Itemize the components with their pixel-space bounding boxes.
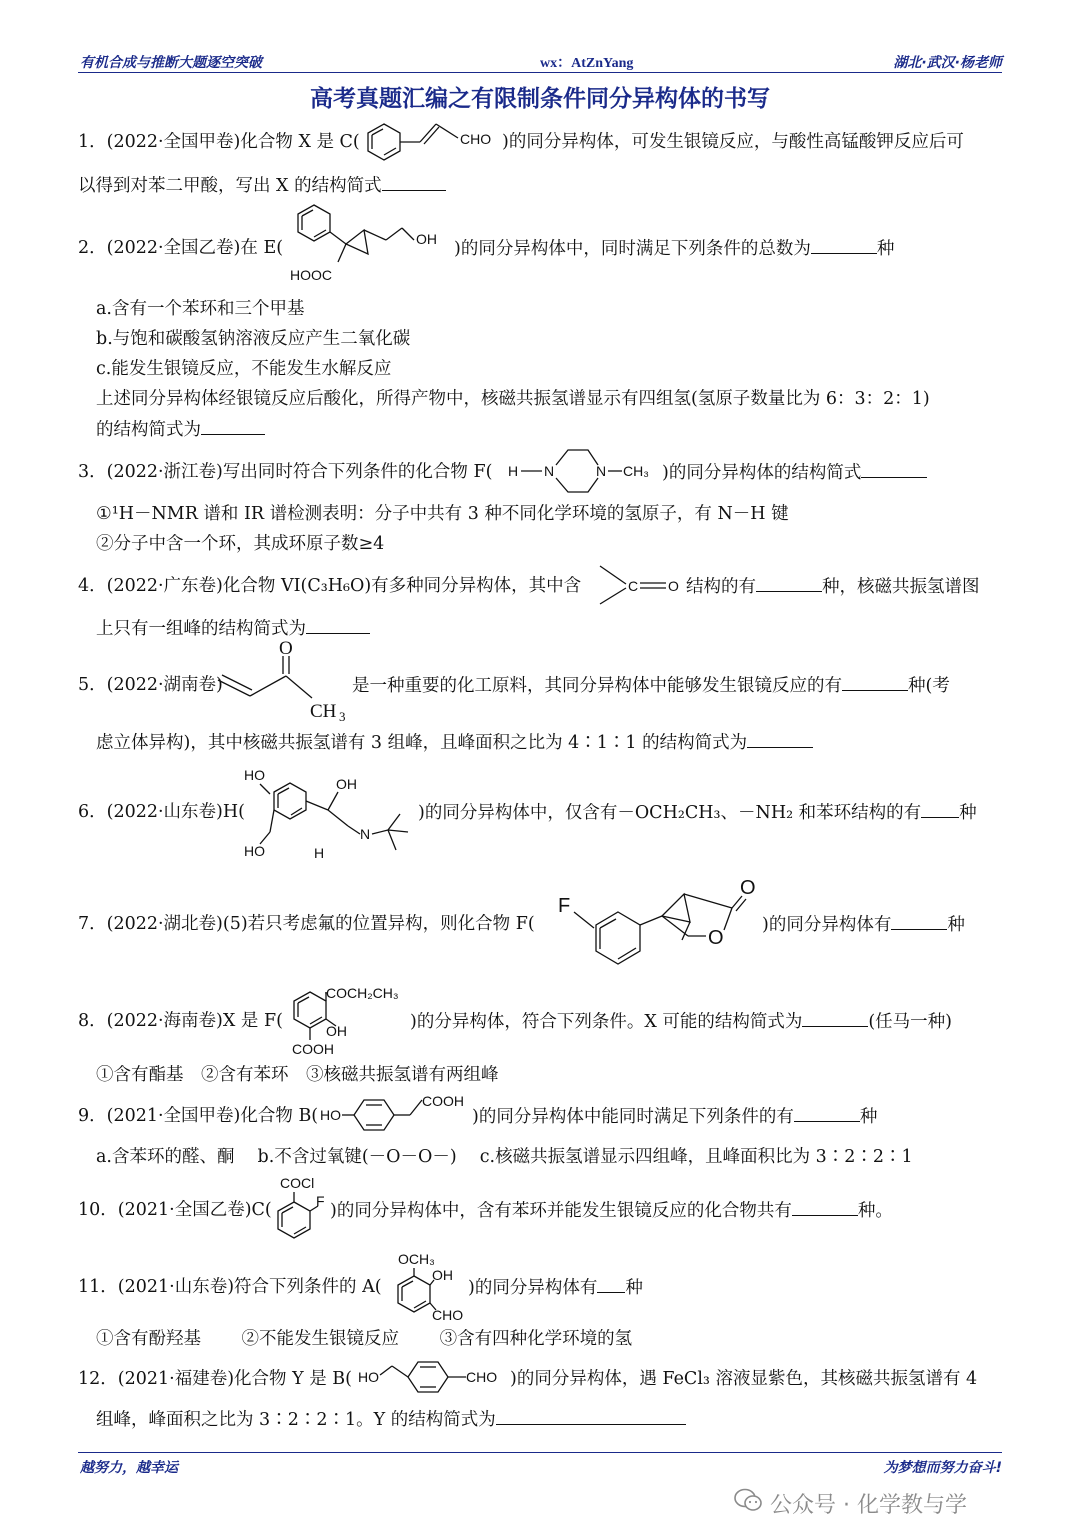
q6-oh: OH	[336, 776, 357, 792]
q6-h: H	[314, 845, 325, 861]
q10-line1a: 10．(2021·全国乙卷)C(	[78, 1200, 272, 1220]
q6-line1b: )的同分异构体中，仅含有－OCH₂CH₃、－NH₂ 和苯环结构的有 种	[418, 803, 977, 823]
q12-line2: 组峰，峰面积之比为 3∶2∶2∶1。Y 的结构简式为	[96, 1408, 686, 1431]
q1-cho: CHO	[460, 131, 492, 147]
q4-line1b: 结构的有 种，核磁共振氢谱图	[686, 577, 980, 597]
q1-molecule	[362, 116, 502, 166]
q9-cooh: COOH	[422, 1093, 464, 1109]
q2-cond-c: c.能发生银镜反应，不能发生水解反应	[96, 359, 392, 379]
q9-line1a: 9．(2021·全国甲卷)化合物 B(	[78, 1106, 319, 1126]
q2-molecule	[286, 200, 456, 290]
q7-o2: O	[708, 927, 724, 949]
q3-line1a: 3．(2022·浙江卷)写出同时符合下列条件的化合物 F(	[78, 462, 493, 482]
q5-o: O	[279, 638, 293, 659]
header-right: 湖北·武汉·杨老师	[893, 55, 1002, 71]
header-middle: wx：AtZnYang	[540, 56, 634, 71]
footer-left: 越努力，越幸运	[80, 1460, 178, 1476]
q11-cho: CHO	[432, 1307, 464, 1323]
q8-oh: OH	[326, 1023, 347, 1039]
q11-conditions: ①含有酚羟基 ②不能发生银镜反应 ③含有四种化学环境的氢	[96, 1329, 633, 1349]
q8-conditions: ①含有酯基 ②含有苯环 ③核磁共振氢谱有两组峰	[96, 1065, 499, 1085]
header-rule	[78, 72, 1002, 73]
q5-line2: 虑立体异构)，其中核磁共振氢谱有 3 组峰，且峰面积之比为 4∶1∶1 的结构简式为	[96, 731, 813, 754]
q2-hooc: HOOC	[290, 267, 332, 283]
q3-cond2: ②分子中含一个环，其成环原子数≥4	[96, 534, 385, 554]
q3-cond1: ①¹H－NMR 谱和 IR 谱检测表明：分子中共有 3 种不同化学环境的氢原子，有 N－H 键	[96, 504, 789, 524]
q7-molecule	[554, 878, 764, 978]
q8-coet: COCH₂CH₃	[326, 985, 399, 1001]
q11-line1a: 11．(2021·山东卷)符合下列条件的 A(	[78, 1277, 382, 1297]
q2-oh: OH	[416, 231, 437, 247]
q12-line1a: 12．(2021·福建卷)化合物 Y 是 B(	[78, 1369, 352, 1389]
q7-f: F	[558, 895, 571, 917]
q3-h: H	[508, 463, 519, 479]
q5-molecule	[210, 640, 360, 730]
q11-line1b: )的同分异构体有 种	[468, 1278, 643, 1298]
q3-molecule	[502, 440, 672, 500]
q7-line1b: )的同分异构体有 种	[762, 915, 965, 935]
q2-line1a: 2．(2022·全国乙卷)在 E(	[78, 238, 284, 258]
header-left: 有机合成与推断大题逐空突破	[80, 55, 262, 71]
watermark: 公众号 · 化学教与学	[770, 1493, 967, 1518]
q5-line1a: 5．(2022·湖南卷)	[78, 675, 223, 695]
q9-line1b: )的同分异构体中能同时满足下列条件的有 种	[472, 1107, 878, 1127]
q6-ho1: HO	[244, 767, 265, 783]
q6-molecule	[236, 758, 426, 868]
q2-line5: 上述同分异构体经银镜反应后酸化，所得产物中，核磁共振氢谱显示有四组氢(氢原子数量比为 6：3：2：1)	[96, 389, 930, 409]
q12-molecule	[356, 1350, 516, 1400]
q5-line1b: 是一种重要的化工原料，其同分异构体中能够发生银镜反应的有 种(考	[352, 676, 950, 696]
q6-n: N	[360, 826, 371, 842]
q2-line1b: )的同分异构体中，同时满足下列条件的总数为 种	[454, 239, 895, 259]
q10-line1b: )的同分异构体中，含有苯环并能发生银镜反应的化合物共有 种。	[330, 1201, 893, 1221]
q12-cho: CHO	[466, 1369, 498, 1385]
q10-cocl: COCl	[280, 1175, 315, 1191]
q2-cond-a: a.含有一个苯环和三个甲基	[96, 299, 305, 319]
q8-cooh: COOH	[292, 1041, 334, 1057]
q4-o: O	[668, 578, 679, 594]
q1-line1b: )的同分异构体，可发生银镜反应，与酸性高锰酸钾反应后可	[502, 132, 964, 152]
page-title: 高考真题汇编之有限制条件同分异构体的书写	[310, 86, 770, 112]
q3-n1: N	[544, 463, 555, 479]
q5-ch3-sub: 3	[339, 709, 346, 724]
q2-line6: 的结构简式为	[96, 418, 265, 441]
q4-line1a: 4．(2022·广东卷)化合物 VI(C₃H₆O)有多种同分异构体，其中含	[78, 576, 582, 596]
q9-molecule	[318, 1088, 478, 1138]
q7-line1a: 7．(2022·湖北卷)(5)若只考虑氟的位置异构，则化合物 F(	[78, 914, 535, 934]
q3-line1b: )的同分异构体的结构简式	[662, 461, 927, 484]
q4-molecule	[596, 560, 686, 610]
q9-conditions: a.含苯环的醛、酮 b.不含过氧键(－O－O－) c.核磁共振氢谱显示四组峰，且峰面积比为 3∶2∶2∶1	[96, 1147, 913, 1167]
q8-line1a: 8．(2022·海南卷)X 是 F(	[78, 1011, 283, 1031]
q4-c: C	[628, 578, 639, 594]
q11-oh: OH	[432, 1267, 453, 1283]
q11-molecule	[388, 1244, 478, 1334]
q7-o1: O	[740, 877, 756, 899]
footer-right: 为梦想而努力奋斗!	[883, 1460, 1002, 1476]
q12-ho: HO	[358, 1369, 379, 1385]
q4-line2: 上只有一组峰的结构简式为	[96, 617, 370, 640]
q3-n2: N	[596, 463, 607, 479]
q6-ho2: HO	[244, 843, 265, 859]
q1-line2: 以得到对苯二甲酸，写出 X 的结构简式	[78, 174, 446, 197]
q9-ho: HO	[320, 1107, 341, 1123]
q10-f: F	[316, 1193, 325, 1209]
q12-line1b: )的同分异构体，遇 FeCl₃ 溶液显紫色，其核磁共振氢谱有 4	[510, 1369, 978, 1389]
wechat-icon	[734, 1487, 762, 1513]
q11-och3: OCH₃	[398, 1251, 435, 1267]
q2-cond-b: b.与饱和碳酸氢钠溶液反应产生二氧化碳	[96, 329, 411, 349]
q8-molecule	[284, 980, 424, 1070]
q6-line1a: 6．(2022·山东卷)H(	[78, 802, 245, 822]
q5-ch3: CH	[310, 701, 337, 722]
footer-rule	[78, 1452, 1002, 1453]
q8-line1b: )的分异构体，符合下列条件。X 可能的结构简式为 (任马一种)	[410, 1012, 953, 1032]
q3-ch3: CH₃	[623, 463, 649, 479]
q1-line1a: 1．(2022·全国甲卷)化合物 X 是 C(	[78, 132, 360, 152]
